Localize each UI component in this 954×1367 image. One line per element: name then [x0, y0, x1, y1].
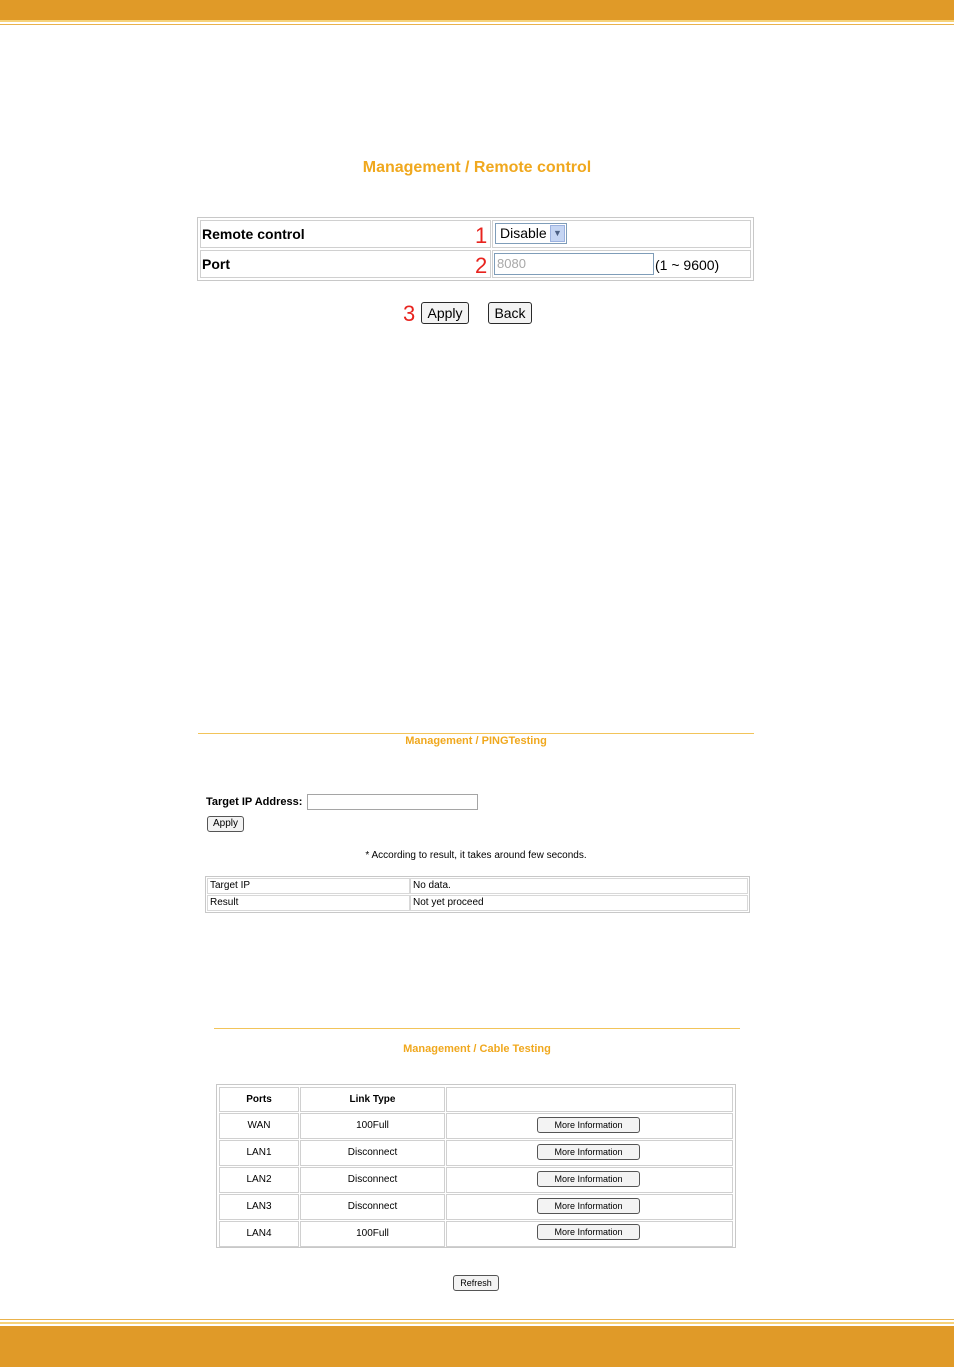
table-row-port: LAN3: [219, 1194, 299, 1220]
more-info-button-lan1[interactable]: More Information: [537, 1144, 640, 1160]
refresh-button[interactable]: Refresh: [453, 1275, 499, 1291]
table-row-link: Disconnect: [300, 1167, 445, 1193]
table-row-port: LAN2: [219, 1167, 299, 1193]
remote-control-select-value: Disable: [500, 225, 547, 241]
more-info-button-wan[interactable]: More Information: [537, 1117, 640, 1133]
ping-row-label: Result: [207, 895, 410, 911]
port-range-hint: (1 ~ 9600): [655, 257, 720, 273]
back-button[interactable]: Back: [488, 302, 532, 324]
ping-row-value: No data.: [410, 878, 748, 894]
cable-table: [216, 1084, 736, 1248]
chevron-down-icon[interactable]: ▼: [550, 225, 565, 242]
ping-result-table: [205, 876, 750, 913]
bottom-band: [0, 1326, 954, 1367]
top-rule: [0, 20, 954, 22]
ping-row-value: Not yet proceed: [410, 895, 748, 911]
col-header-link-type: Link Type: [300, 1087, 445, 1112]
ping-apply-button[interactable]: Apply: [207, 816, 244, 832]
target-ip-input[interactable]: [307, 794, 478, 810]
table-row-link: 100Full: [300, 1113, 445, 1139]
more-info-button-lan2[interactable]: More Information: [537, 1171, 640, 1187]
more-info-button-lan3[interactable]: More Information: [537, 1198, 640, 1214]
cable-rule: [214, 1028, 740, 1029]
table-row-port: LAN1: [219, 1140, 299, 1166]
more-info-button-lan4[interactable]: More Information: [537, 1224, 640, 1240]
target-ip-label: Target IP Address:: [206, 796, 303, 808]
table-row-port: WAN: [219, 1113, 299, 1139]
table-row-link: Disconnect: [300, 1140, 445, 1166]
ping-row-label: Target IP: [207, 878, 410, 894]
bottom-rule-thin: [0, 1319, 954, 1320]
cable-title: Management / Cable Testing: [403, 1043, 551, 1055]
col-header-ports: Ports: [219, 1087, 299, 1112]
apply-button[interactable]: Apply: [421, 302, 469, 324]
marker-3: 3: [403, 301, 416, 326]
port-input[interactable]: 8080: [494, 253, 654, 275]
bottom-rule: [0, 1322, 954, 1324]
ping-note: * According to result, it takes around few seconds.: [365, 850, 587, 861]
marker-2: 2: [475, 253, 488, 278]
remote-control-title: Management / Remote control: [362, 159, 592, 176]
remote-control-select[interactable]: [495, 223, 567, 244]
port-label-cell: [200, 250, 491, 278]
top-rule-thin: [0, 24, 954, 25]
port-label: Port: [202, 256, 230, 272]
top-band: [0, 0, 954, 20]
col-header-action: [446, 1087, 733, 1112]
ping-title: Management / PINGTesting: [405, 735, 547, 747]
marker-1: 1: [475, 223, 488, 248]
remote-control-label: Remote control: [202, 226, 305, 242]
ping-rule: [198, 733, 754, 734]
table-row-link: 100Full: [300, 1221, 445, 1247]
table-row-link: Disconnect: [300, 1194, 445, 1220]
table-row-port: LAN4: [219, 1221, 299, 1247]
